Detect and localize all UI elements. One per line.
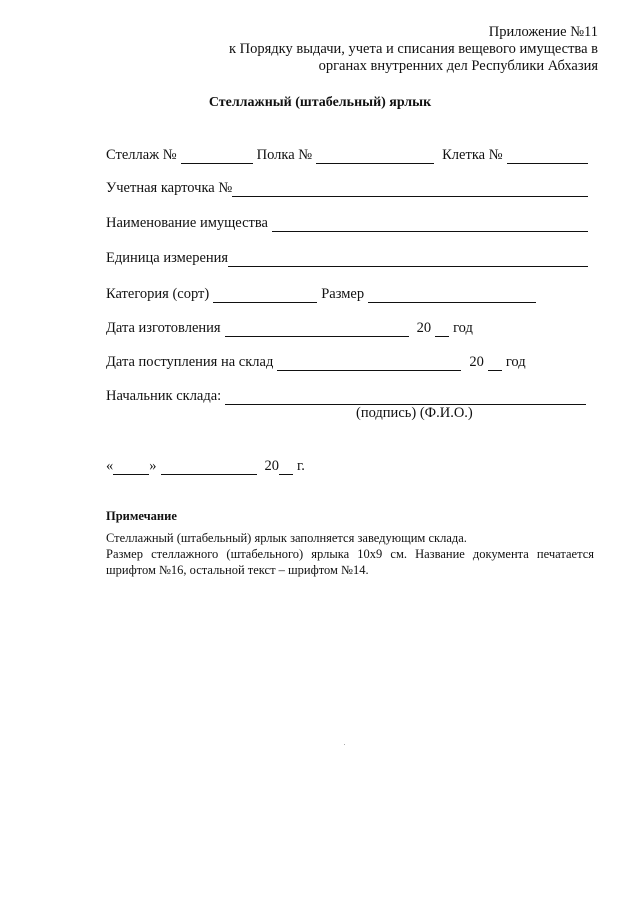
note-line-2: Размер стеллажного (штабельного) ярлыка 10х9 см. Название документа печатается шрифтом №16, остальной текст – шрифтом №14. <box>106 547 594 577</box>
signature-hint: (подпись) (Ф.И.О.) <box>356 405 473 421</box>
location-row <box>106 146 588 164</box>
arrival-year-suffix: год <box>505 354 526 370</box>
manufacture-year-suffix: год <box>453 320 473 336</box>
unit-label: Единица измерения <box>106 250 229 266</box>
cell-field[interactable] <box>507 149 588 164</box>
close-quote: » <box>149 458 157 474</box>
day-field[interactable] <box>113 460 149 475</box>
size-field[interactable] <box>368 288 536 303</box>
category-field[interactable] <box>213 288 317 303</box>
manufacture-year-field[interactable] <box>435 322 449 337</box>
note-line-1: Стеллажный (штабельный) ярлык заполняется заведующим склада. <box>106 531 467 545</box>
manufacture-year-prefix: 20 <box>416 320 432 336</box>
document-title: Стеллажный (штабельный) ярлык <box>208 95 432 110</box>
unit-row <box>106 249 588 267</box>
property-name-row <box>106 214 588 232</box>
date-row <box>106 457 316 475</box>
appendix-reference-line-1: к Порядку выдачи, учета и списания вещевого имущества в <box>228 41 598 57</box>
manufacture-date-label: Дата изготовления <box>106 320 221 336</box>
arrival-year-prefix: 20 <box>469 354 484 370</box>
open-quote: « <box>106 458 114 474</box>
appendix-reference-line-2: органах внутренних дел Республики Абхазия <box>318 58 598 74</box>
warehouse-head-row <box>106 387 586 405</box>
property-name-field[interactable] <box>272 217 588 232</box>
shelf-field[interactable] <box>316 149 434 164</box>
month-field[interactable] <box>161 460 257 475</box>
size-label: Размер <box>321 286 365 302</box>
date-year-suffix: г. <box>297 458 305 474</box>
arrival-date-field[interactable] <box>277 356 461 371</box>
manufacture-date-field[interactable] <box>225 322 409 337</box>
date-year-field[interactable] <box>279 460 293 475</box>
arrival-year-field[interactable] <box>488 356 502 371</box>
account-card-field[interactable] <box>232 182 588 197</box>
category-size-row <box>106 285 536 303</box>
note-body <box>106 530 594 578</box>
category-label: Категория (сорт) <box>106 286 210 302</box>
property-name-label: Наименование имущества <box>106 215 268 231</box>
rack-field[interactable] <box>181 149 253 164</box>
manufacture-date-row <box>106 319 490 337</box>
warehouse-head-label: Начальник склада: <box>106 388 222 404</box>
arrival-date-row <box>106 353 546 371</box>
account-card-row <box>106 179 588 197</box>
date-year-prefix: 20 <box>264 458 279 474</box>
account-card-label: Учетная карточка № <box>106 180 233 196</box>
warehouse-head-field[interactable] <box>225 390 586 405</box>
rack-label: Стеллаж № <box>106 147 177 163</box>
note-title: Примечание <box>106 509 177 523</box>
appendix-header <box>168 24 598 75</box>
appendix-number: Приложение №11 <box>488 24 598 40</box>
scan-speck <box>344 744 345 745</box>
cell-label: Клетка № <box>442 147 503 163</box>
arrival-date-label: Дата поступления на склад <box>106 354 274 370</box>
shelf-label: Полка № <box>256 147 313 163</box>
unit-field[interactable] <box>228 252 588 267</box>
